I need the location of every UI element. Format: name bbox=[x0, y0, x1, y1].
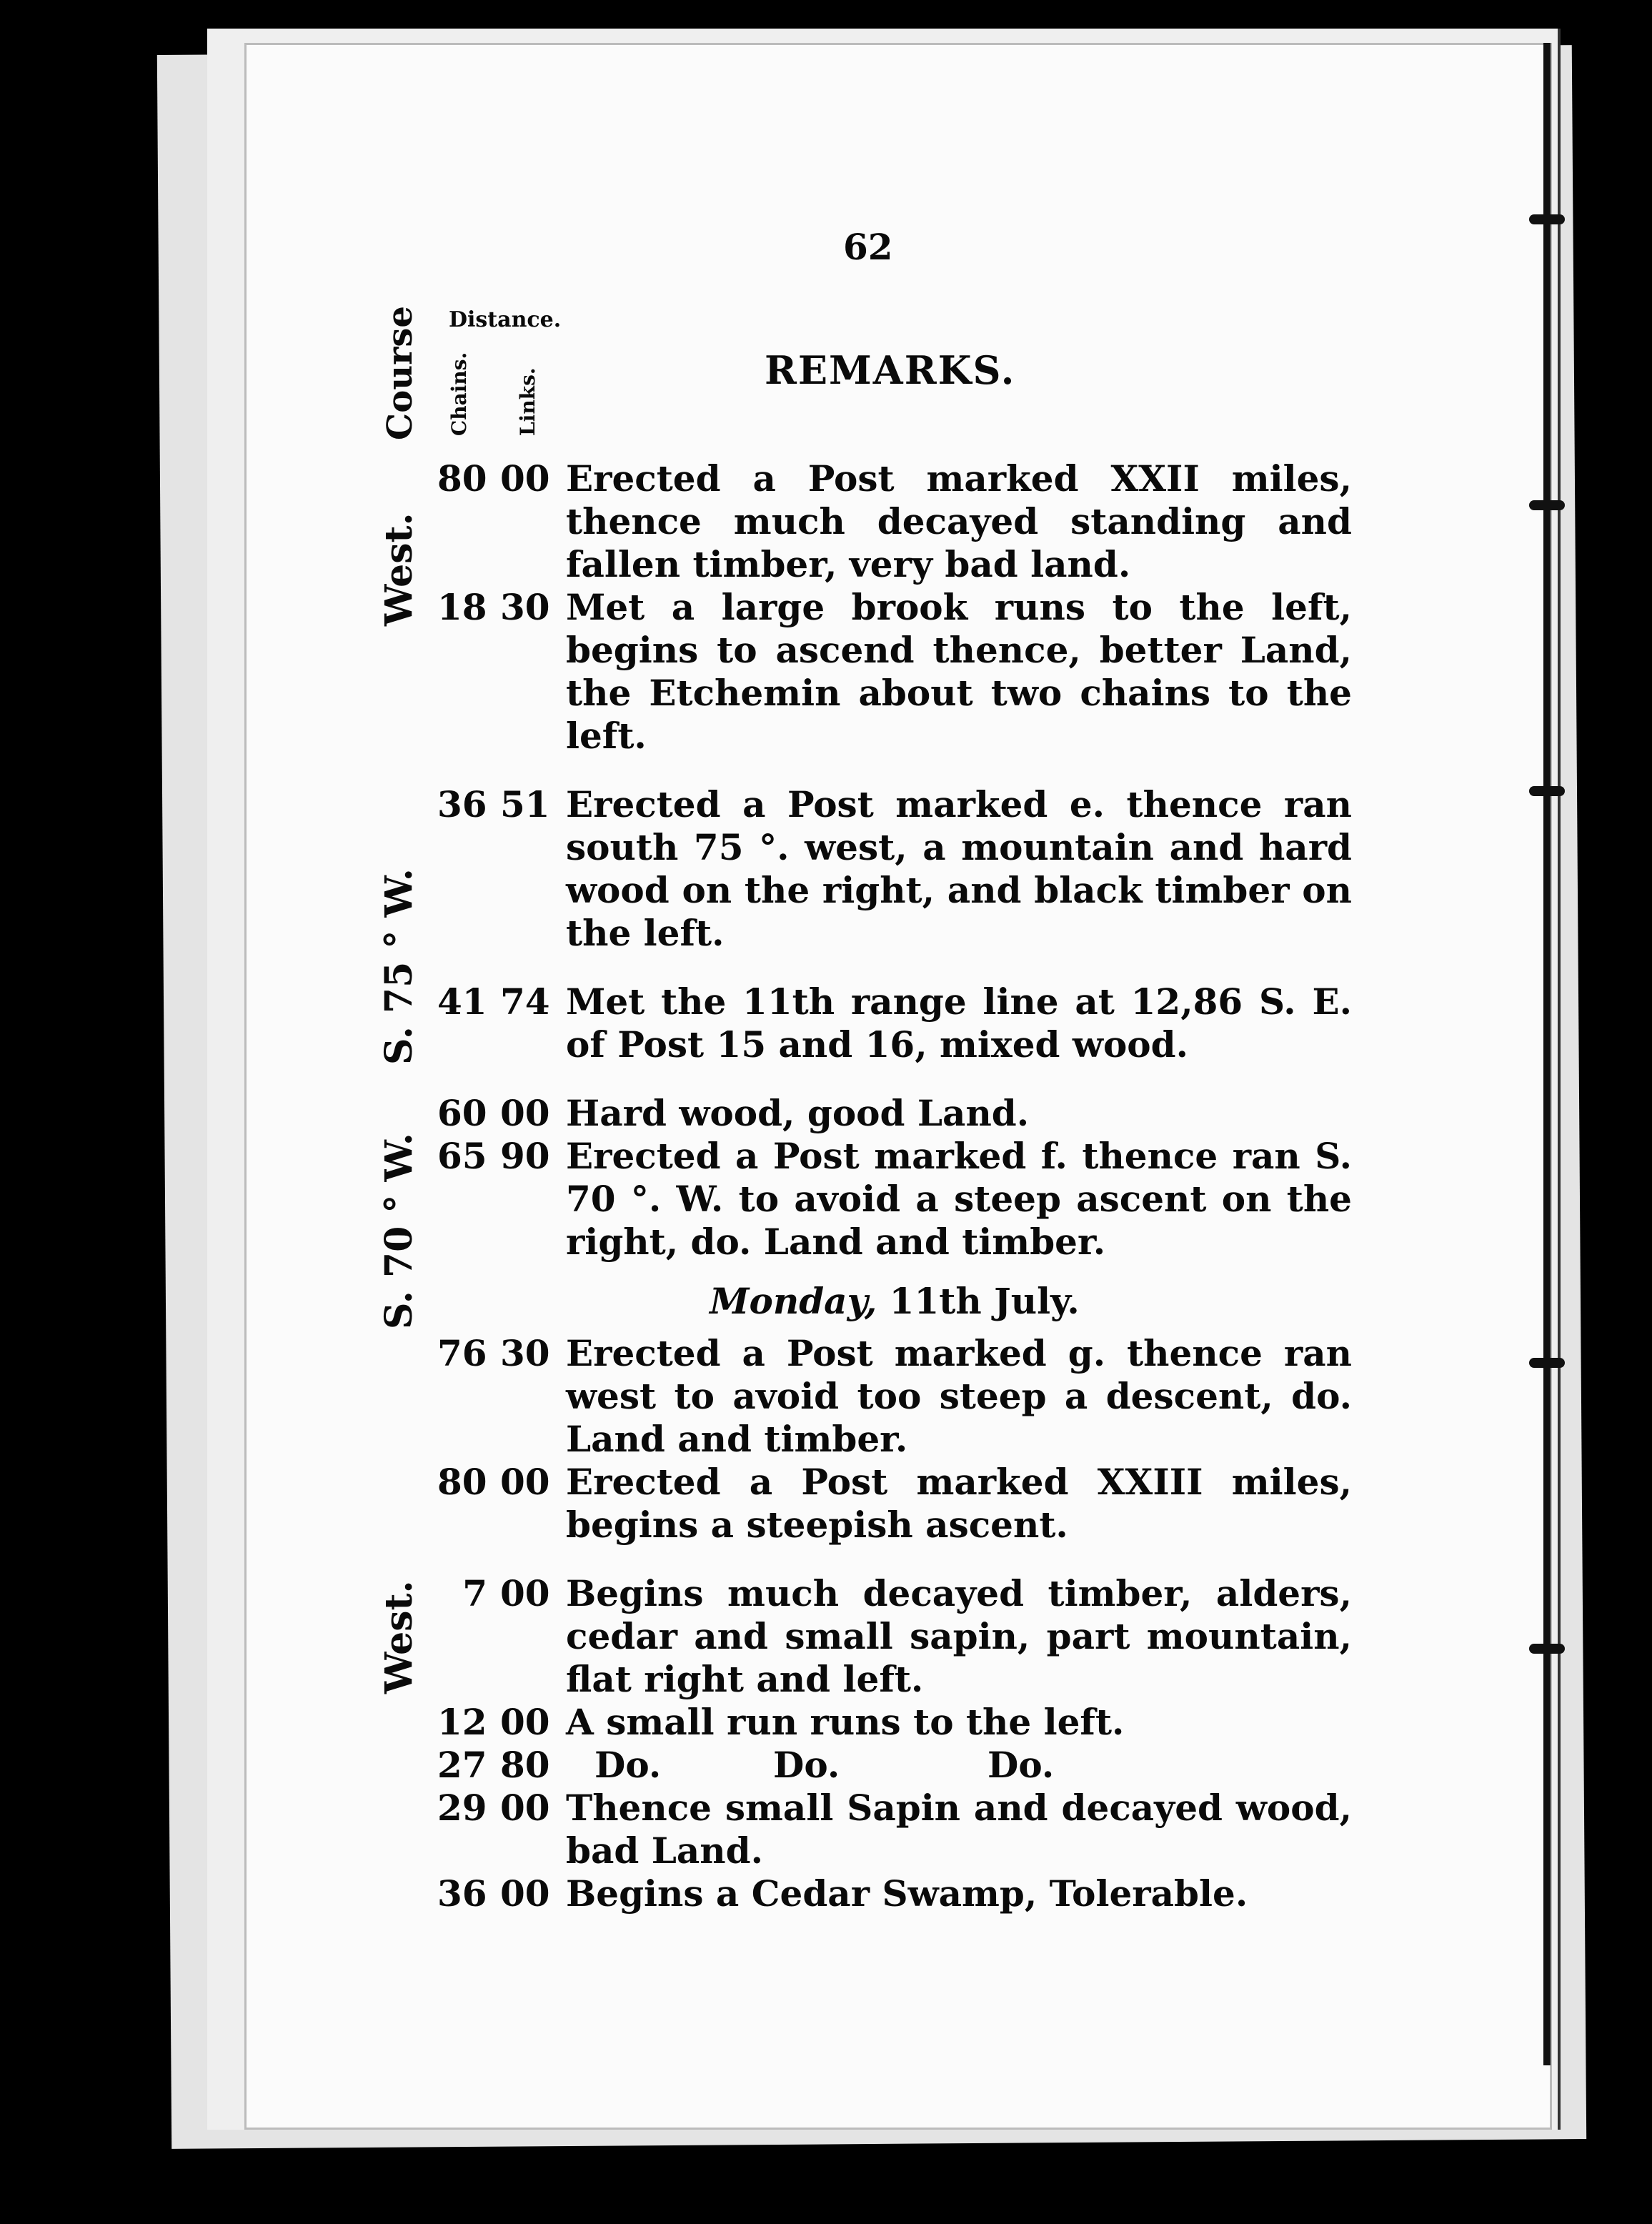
remark-text: Erected a Post marked e. thence ran south 75 °. west, a mountain and hard wood on the right, and black timber on the left. bbox=[566, 783, 1352, 954]
survey-entry bbox=[437, 457, 1352, 586]
distance-header: Distance. bbox=[449, 307, 562, 332]
chains-value: 36 bbox=[437, 1872, 487, 1915]
chains-header: Chains. bbox=[447, 352, 471, 436]
links-value: 00 bbox=[500, 1092, 550, 1134]
binding-stitch bbox=[1529, 1358, 1565, 1368]
course-label: West. bbox=[377, 512, 421, 626]
survey-entry bbox=[437, 783, 1352, 955]
survey-entry bbox=[437, 586, 1352, 758]
links-value: 00 bbox=[500, 1461, 550, 1503]
links-value: 30 bbox=[500, 586, 550, 628]
links-value: 00 bbox=[500, 1701, 550, 1743]
survey-entry bbox=[437, 1744, 1352, 1787]
course-label: S. 75 ° W. bbox=[377, 868, 421, 1065]
chains-value: 76 bbox=[437, 1332, 487, 1374]
date-weekday: Monday, bbox=[710, 1280, 877, 1322]
remark-text: Erected a Post marked XXII miles, thence much decayed standing and fallen timber, very bad land. bbox=[566, 457, 1352, 585]
survey-entries bbox=[437, 457, 1352, 1915]
remarks-heading: REMARKS. bbox=[765, 347, 1016, 393]
survey-entry bbox=[437, 981, 1352, 1066]
binding-stitch bbox=[1529, 214, 1565, 224]
links-header: Links. bbox=[516, 367, 539, 436]
links-value: 00 bbox=[500, 1572, 550, 1614]
links-value: 00 bbox=[500, 1872, 550, 1915]
survey-entry bbox=[437, 1461, 1352, 1547]
remark-text: Met a large brook runs to the left, begins to ascend thence, better Land, the Etchemin about two chains to the left. bbox=[566, 586, 1352, 757]
ditto-mark: Do. bbox=[773, 1744, 840, 1786]
remark-text: Hard wood, good Land. bbox=[566, 1092, 1030, 1134]
binding-edge bbox=[1543, 43, 1551, 2065]
survey-entry bbox=[437, 1092, 1352, 1135]
remark-text: Met the 11th range line at 12,86 S. E. of Post 15 and 16, mixed wood. bbox=[566, 981, 1352, 1066]
page-number: 62 bbox=[843, 226, 893, 268]
date-day: 11th July. bbox=[889, 1280, 1080, 1322]
survey-entry bbox=[437, 1332, 1352, 1461]
remark-text bbox=[566, 1744, 1352, 1787]
chains-value: 36 bbox=[437, 783, 487, 825]
chains-value: 12 bbox=[437, 1701, 487, 1743]
course-label: West. bbox=[377, 1580, 421, 1694]
course-label: S. 70 ° W. bbox=[377, 1133, 421, 1329]
remark-text: Begins much decayed timber, alders, cedar and small sapin, part mountain, flat right and left. bbox=[566, 1572, 1352, 1700]
remark-text: Erected a Post marked XXIII miles, begins a steepish ascent. bbox=[566, 1461, 1352, 1546]
binding-stitch bbox=[1529, 786, 1565, 796]
remark-text: Thence small Sapin and decayed wood, bad Land. bbox=[566, 1787, 1352, 1872]
links-value: 00 bbox=[500, 457, 550, 500]
links-value: 51 bbox=[500, 783, 550, 825]
chains-value: 65 bbox=[437, 1135, 487, 1177]
chains-value: 60 bbox=[437, 1092, 487, 1134]
survey-entry bbox=[437, 1701, 1352, 1744]
remark-text: A small run runs to the left. bbox=[566, 1701, 1125, 1743]
ditto-mark: Do. bbox=[987, 1744, 1055, 1786]
remark-text: Begins a Cedar Swamp, Tolerable. bbox=[566, 1872, 1248, 1915]
survey-entry bbox=[437, 1135, 1352, 1264]
chains-value: 80 bbox=[437, 457, 487, 500]
survey-entry bbox=[437, 1872, 1352, 1915]
ditto-mark: Do. bbox=[594, 1744, 662, 1786]
chains-value: 80 bbox=[437, 1461, 487, 1503]
chains-value: 29 bbox=[437, 1787, 487, 1829]
date-heading bbox=[437, 1279, 1352, 1324]
chains-value: 27 bbox=[437, 1744, 487, 1786]
chains-value: 41 bbox=[437, 981, 487, 1023]
links-value: 90 bbox=[500, 1135, 550, 1177]
chains-value: 18 bbox=[437, 586, 487, 628]
links-value: 80 bbox=[500, 1744, 550, 1786]
survey-entry bbox=[437, 1787, 1352, 1872]
links-value: 00 bbox=[500, 1787, 550, 1829]
chains-value: 7 bbox=[462, 1572, 487, 1614]
links-value: 30 bbox=[500, 1332, 550, 1374]
binding-stitch bbox=[1529, 500, 1565, 510]
course-header: Course bbox=[380, 306, 420, 440]
links-value: 74 bbox=[500, 981, 550, 1023]
survey-entry bbox=[437, 1572, 1352, 1701]
binding-stitch bbox=[1529, 1644, 1565, 1654]
remark-text: Erected a Post marked f. thence ran S. 70 °. W. to avoid a steep ascent on the right, do. Land and timber. bbox=[566, 1135, 1352, 1263]
remark-text: Erected a Post marked g. thence ran west to avoid too steep a descent, do. Land and timber. bbox=[566, 1332, 1352, 1460]
